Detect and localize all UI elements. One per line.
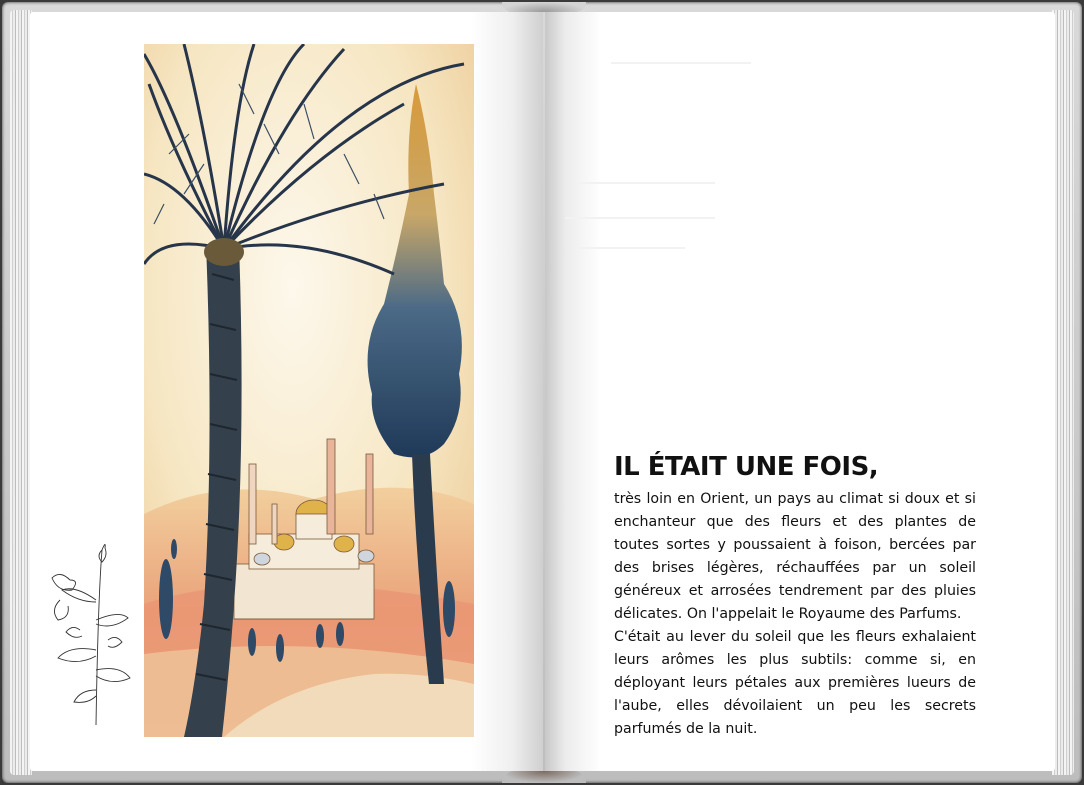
show-through-line [565,217,715,219]
show-through-line [611,62,751,64]
show-through-line [575,247,685,249]
book-spine-top [502,2,586,12]
story-heading: IL ÉTAIT UNE FOIS, [614,452,879,482]
book-spine-bottom [502,771,586,783]
left-page-edges [10,10,32,775]
show-through-line [575,182,715,184]
story-paragraph-1: très loin en Orient, un pays au climat si doux et si enchanteur que des fleurs et des plantes de toutes sortes y poussaient à foison, bercées par des brises légères, réchauffées par un soleil généreux et arrosées tendrement par des pluies délicates. On l'appelait le Royaume des Parfums. [614,491,976,622]
story-paragraph-2: C'était au lever du soleil que les fleurs exhalaient leurs arômes les plus subtils: comme si, en déployant leurs pétales aux premières lueurs de l'aube, elles dévoilaient un peu les secrets parfumés de la nuit. [614,629,976,737]
right-page-edges [1052,10,1074,775]
flower-sketch-icon [50,540,132,730]
oriental-landscape-illustration [144,44,474,737]
story-text-block [614,452,976,741]
